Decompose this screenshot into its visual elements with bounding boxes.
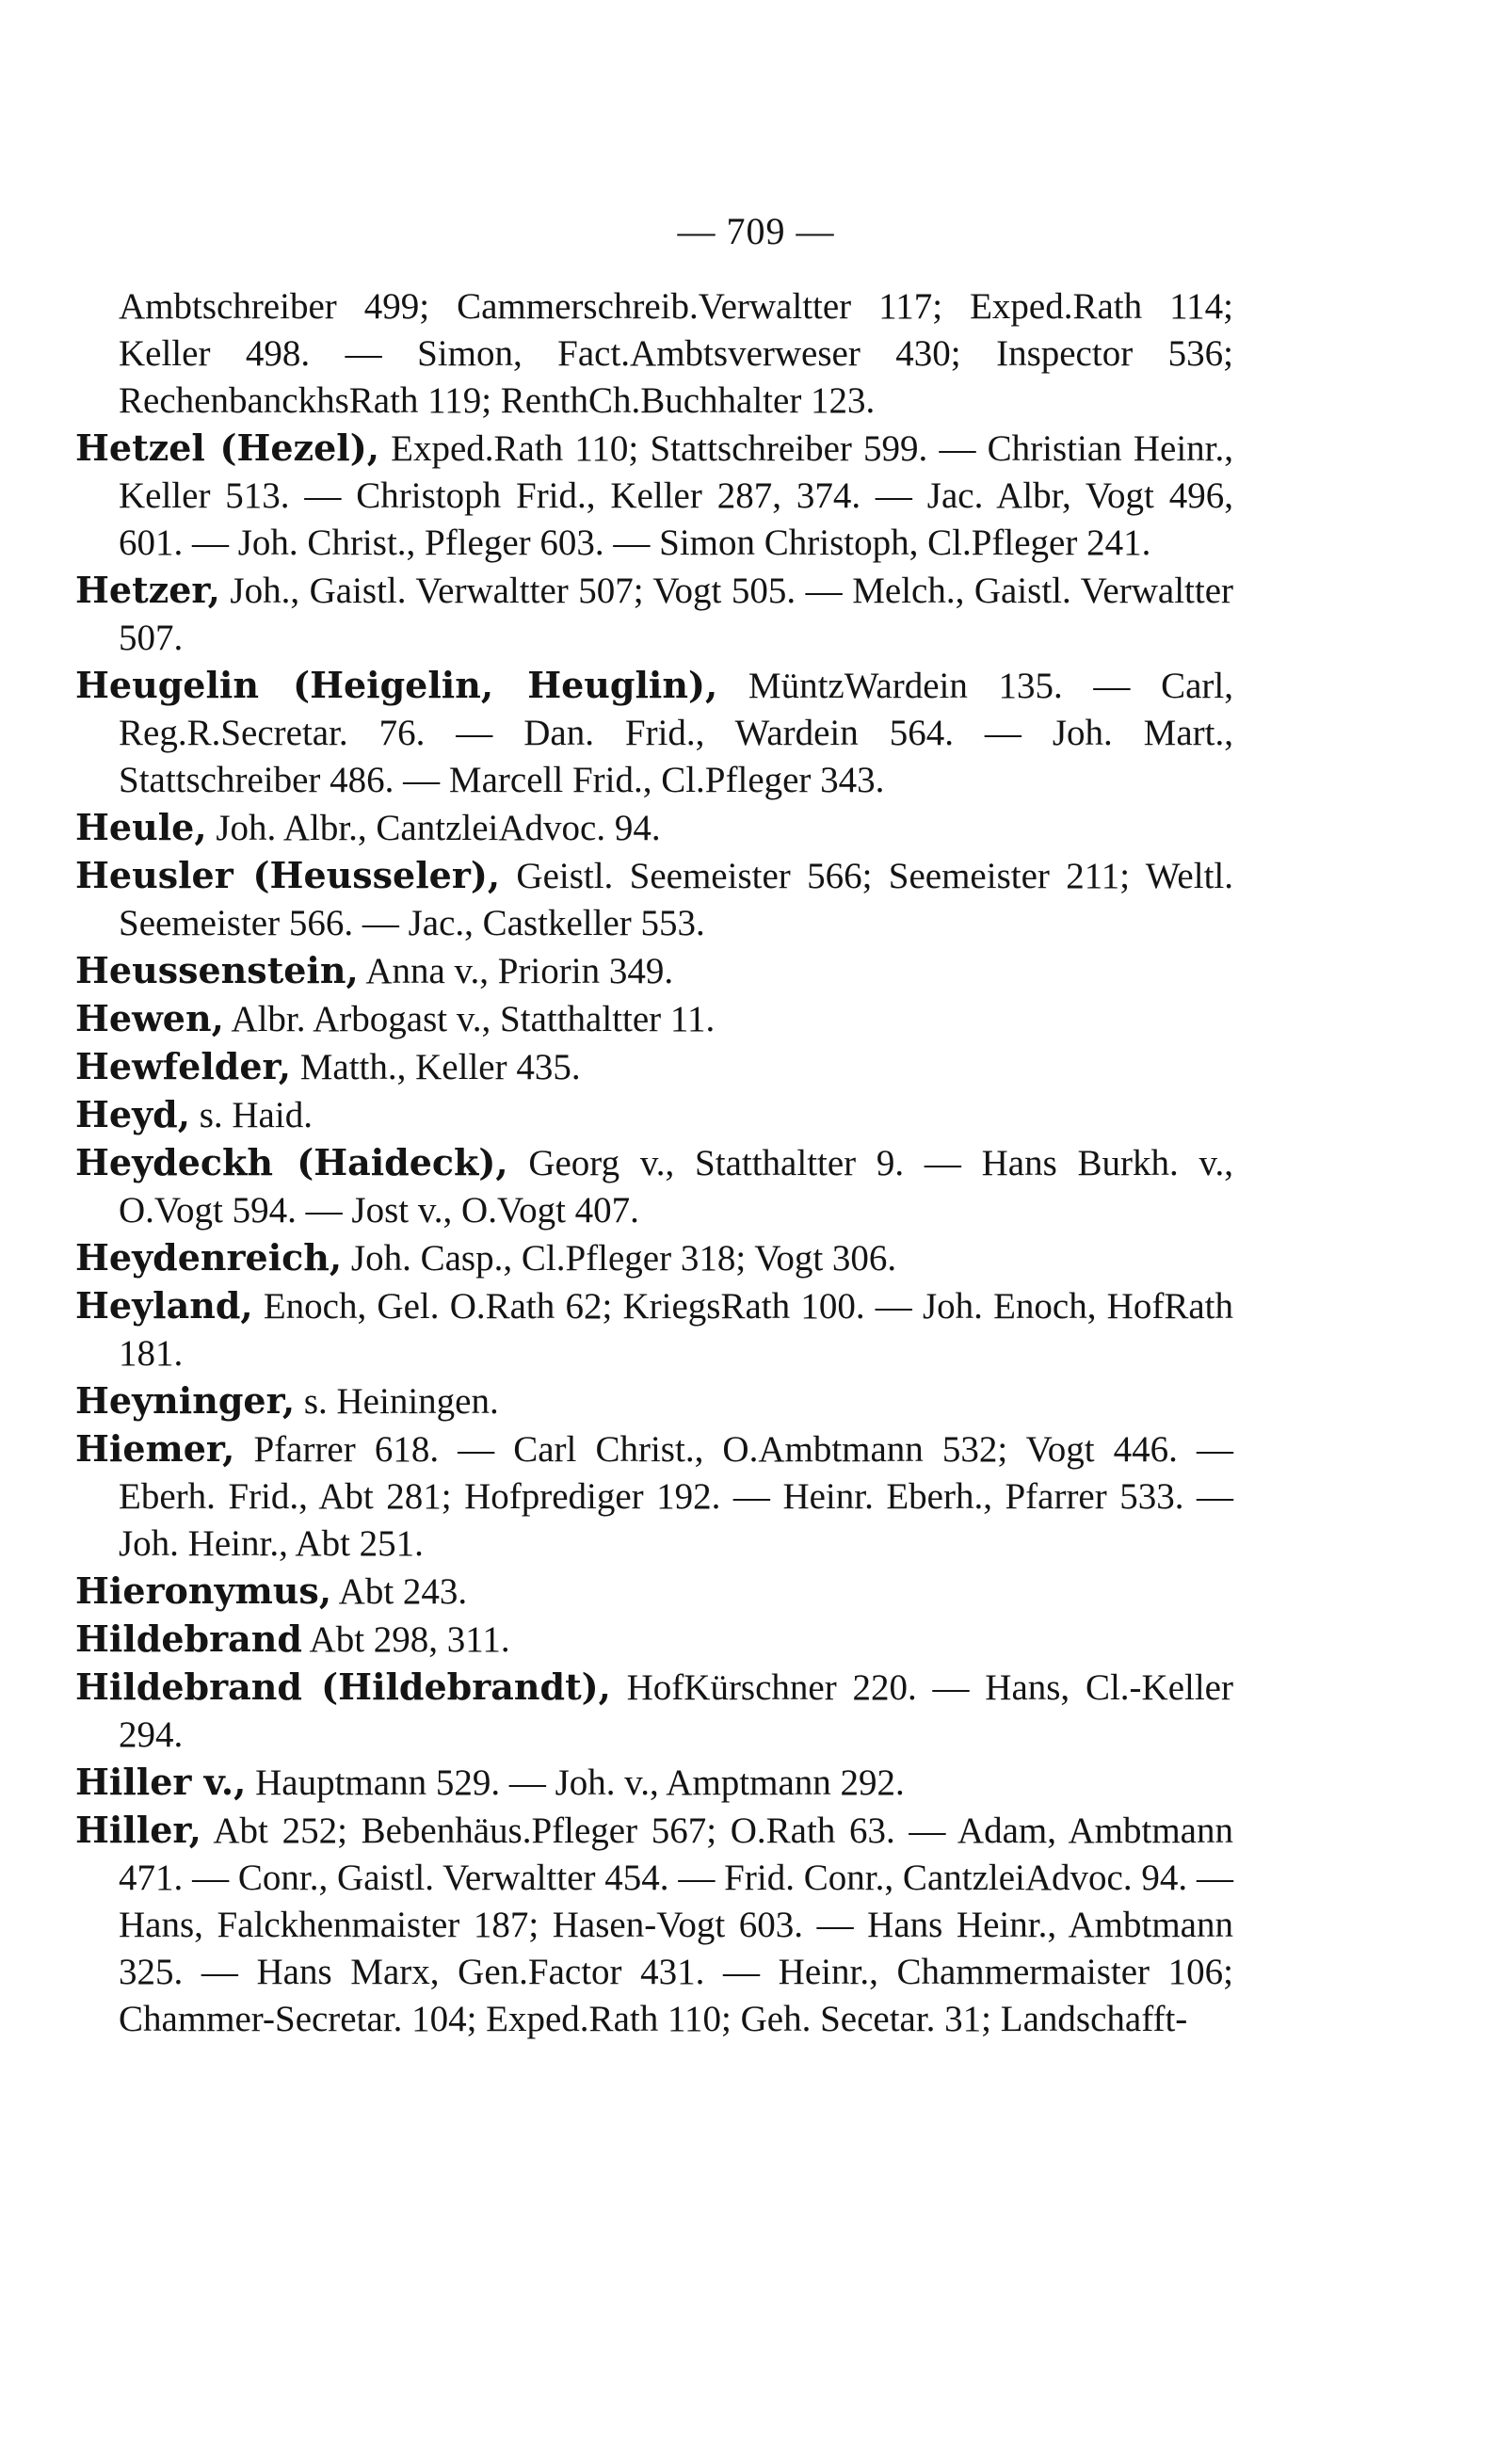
entry-heading: Heyd, [75, 1093, 190, 1135]
entry-heading: Hiller, [75, 1809, 201, 1851]
entry-text: Geistl. Seemeister 566; Seemeister 211; Weltl. Seemeister 566. — Jac., Castkeller 553. [119, 856, 1233, 943]
entry-text: Hauptmann 529. — Joh. v., Amptmann 292. [246, 1762, 905, 1803]
entry-text: Enoch, Gel. O.Rath 62; KriegsRath 100. — Joh. Enoch, HofRath 181. [119, 1286, 1233, 1374]
index-entry [75, 804, 1233, 852]
entry-heading: Hiller v., [75, 1761, 247, 1803]
entry-text: s. Heiningen. [295, 1381, 499, 1422]
index-entry [75, 282, 1233, 425]
entry-text: Joh. Casp., Cl.Pfleger 318; Vogt 306. [342, 1238, 897, 1279]
entry-heading: Heydeckh (Haideck), [75, 1141, 508, 1183]
entry-heading: Hildebrand (Hildebrandt), [75, 1665, 611, 1708]
entry-heading: Hiemer, [75, 1427, 235, 1470]
index-entry [75, 1664, 1233, 1759]
index-entry [75, 995, 1233, 1043]
entry-heading: Hildebrand [75, 1617, 302, 1660]
entry-heading: Hetzer, [75, 569, 220, 611]
index-entry [75, 1425, 1233, 1568]
index-entry [75, 1234, 1233, 1282]
entry-text: Abt 252; Bebenhäus.Pfleger 567; O.Rath 63. — Adam, Ambtmann 471. — Conr., Gaistl. Verwaltter 454. — Frid. Conr., CantzleiAdvoc. 94. — Hans, Falckhenmaister 187; Hasen-Vogt 603. — Hans Heinr., Ambtmann 325. — Hans Marx, Gen.Factor 431. — Heinr., Chammermaister 106; Chammer-Secretar. 104; Exped.Rath 110; Geh. Secetar. 31; Landschafft- [119, 1810, 1233, 2039]
index-entry [75, 1139, 1233, 1234]
entry-text: Georg v., Statthaltter 9. — Hans Burkh. v., O.Vogt 594. — Jost v., O.Vogt 407. [119, 1143, 1233, 1231]
index-entry [75, 947, 1233, 995]
index-entry [75, 1091, 1233, 1139]
entry-text: Anna v., Priorin 349. [358, 951, 674, 991]
index-entries [75, 282, 1233, 2043]
entry-text: HofKürschner 220. — Hans, Cl.-Keller 294. [119, 1667, 1233, 1755]
index-entry [75, 1568, 1233, 1616]
entry-text: s. Haid. [189, 1095, 313, 1135]
entry-heading: Heusler (Heusseler), [75, 854, 501, 896]
entry-heading: Hewfelder, [75, 1045, 291, 1087]
entry-text: Joh. Albr., CantzleiAdvoc. 94. [206, 808, 661, 848]
entry-text: Exped.Rath 110; Stattschreiber 599. — Christian Heinr., Keller 513. — Christoph Frid., Keller 287, 374. — Jac. Albr, Vogt 496, 601. — Joh. Christ., Pfleger 603. — Simon Christoph, Cl.Pfleger 241. [119, 428, 1233, 563]
entry-heading: Heugelin (Heigelin, Heuglin), [75, 664, 718, 706]
entry-heading: Heule, [75, 806, 207, 848]
entry-text: Joh., Gaistl. Verwaltter 507; Vogt 505. — Melch., Gaistl. Verwaltter 507. [119, 571, 1233, 658]
index-entry [75, 567, 1233, 662]
entry-text: Abt 298, 311. [301, 1619, 510, 1660]
index-entry [75, 1043, 1233, 1091]
index-entry [75, 425, 1233, 567]
entry-heading: Heussenstein, [75, 949, 359, 991]
entry-heading: Hewen, [75, 997, 224, 1039]
entry-heading: Heyninger, [75, 1379, 296, 1422]
index-entry [75, 1616, 1233, 1664]
page-number: — 709 — [677, 210, 835, 252]
entry-text: Abt 243. [331, 1571, 468, 1612]
index-entry [75, 1759, 1233, 1807]
index-entry [75, 852, 1233, 947]
entry-text: Albr. Arbogast v., Statthaltter 11. [223, 999, 716, 1039]
index-entry [75, 1282, 1233, 1377]
index-entry [75, 662, 1233, 804]
entry-text: Ambtschreiber 499; Cammerschreib.Verwaltter 117; Exped.Rath 114; Keller 498. — Simon, Fact.Ambtsverweser 430; Inspector 536; RechenbanckhsRath 119; RenthCh.Buchhalter 123. [119, 286, 1233, 421]
entry-text: Matth., Keller 435. [290, 1047, 581, 1087]
index-entry [75, 1807, 1233, 2043]
entry-heading: Hieronymus, [75, 1569, 332, 1612]
entry-text: MüntzWardein 135. — Carl, Reg.R.Secretar. 76. — Dan. Frid., Wardein 564. — Joh. Mart., Stattschreiber 486. — Marcell Frid., Cl.Pfleger 343. [119, 666, 1233, 800]
entry-heading: Heydenreich, [75, 1236, 343, 1279]
index-entry [75, 1377, 1233, 1425]
entry-heading: Hetzel (Hezel), [75, 426, 379, 469]
entry-heading: Heyland, [75, 1284, 253, 1327]
entry-text: Pfarrer 618. — Carl Christ., O.Ambtmann 532; Vogt 446. — Eberh. Frid., Abt 281; Hofprediger 192. — Heinr. Eberh., Pfarrer 533. — Joh. Heinr., Abt 251. [119, 1429, 1233, 1564]
